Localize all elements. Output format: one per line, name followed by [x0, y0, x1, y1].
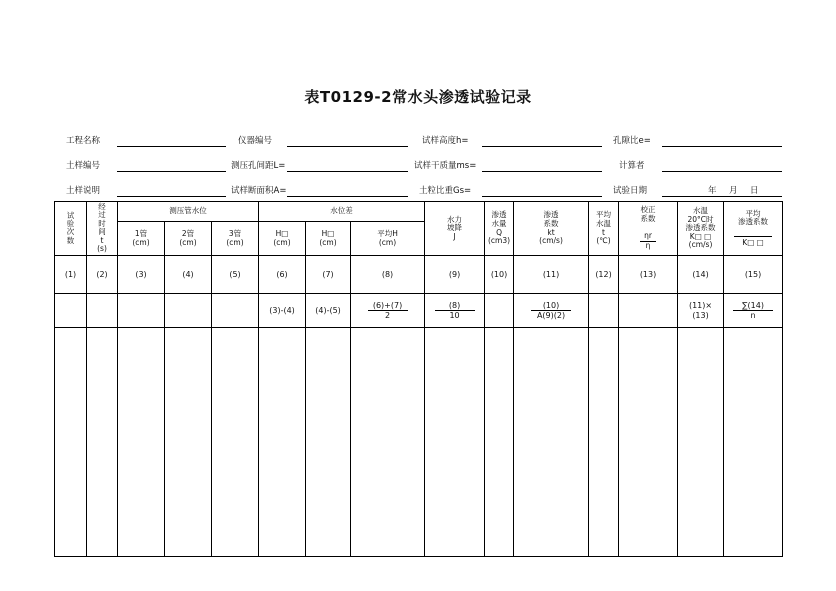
data-entry-cell[interactable]	[425, 328, 485, 557]
col-number: (9)	[425, 256, 485, 294]
header-trial-count: 试验次数	[55, 202, 87, 256]
soil-desc-field[interactable]	[117, 196, 226, 197]
col-number: (5)	[212, 256, 259, 294]
data-entry-cell[interactable]	[118, 328, 165, 557]
header-average-coefficient: 平均 渗透系数 K□ □	[724, 202, 783, 256]
test-date-label: 试验日期	[613, 186, 648, 196]
col-number: (15)	[724, 256, 783, 294]
col-number: (3)	[118, 256, 165, 294]
formula-col15: $\frac{\sum(14)}{n}$	[724, 294, 783, 328]
project-name-field[interactable]	[117, 146, 226, 147]
col-number: (6)	[259, 256, 306, 294]
formula-cell	[212, 294, 259, 328]
formula-col6: (3)-(4)	[259, 294, 306, 328]
data-entry-cell[interactable]	[212, 328, 259, 557]
header-level-diff-group: 水位差	[259, 202, 425, 222]
porosity-ratio-label: 孔隙比e=	[613, 136, 651, 146]
sample-height-label: 试样高度h=	[422, 136, 469, 146]
instrument-no-field[interactable]	[287, 146, 408, 147]
formula-cell	[619, 294, 678, 328]
page-title: 表T0129-2常水头渗透试验记录	[304, 88, 532, 106]
instrument-no-label: 仪器编号	[238, 136, 273, 146]
col-number: (8)	[351, 256, 425, 294]
dry-mass-label: 试样干质量ms=	[414, 161, 477, 171]
formula-col8: $\frac{(6)+(7)}{2}$	[351, 294, 425, 328]
data-entry-cell[interactable]	[589, 328, 619, 557]
col-number: (10)	[485, 256, 514, 294]
data-entry-cell[interactable]	[485, 328, 514, 557]
data-entry-cell[interactable]	[259, 328, 306, 557]
date-day: 日	[750, 186, 759, 196]
col-number: (12)	[589, 256, 619, 294]
data-entry-cell[interactable]	[306, 328, 351, 557]
specific-gravity-field[interactable]	[482, 196, 602, 197]
data-entry-cell[interactable]	[87, 328, 118, 557]
header-average-water-temp: 平均 水温 t (℃)	[589, 202, 619, 256]
eta-fraction: $\frac{\eta r}{\eta}$	[640, 232, 656, 250]
calculator-label: 计算者	[619, 161, 645, 171]
header-tube-2: 2管 (cm)	[165, 222, 212, 256]
data-entry-cell[interactable]	[678, 328, 724, 557]
soil-desc-label: 土样说明	[66, 186, 101, 196]
header-hydraulic-gradient: 水力 坡降 J	[425, 202, 485, 256]
col-number: (11)	[514, 256, 589, 294]
piezometer-spacing-label: 测压孔间距L=	[231, 161, 286, 171]
col-number: (4)	[165, 256, 212, 294]
header-correction-coefficient: 校正 系数 $\frac{\eta r}{\eta}$	[619, 202, 678, 256]
section-area-label: 试样断面积A=	[231, 186, 287, 196]
header-seepage-coefficient: 渗透 系数 kt (cm/s)	[514, 202, 589, 256]
piezometer-spacing-field[interactable]	[287, 171, 408, 172]
data-entry-cell[interactable]	[724, 328, 783, 557]
header-row-3	[0, 184, 836, 198]
formula-col11: $\frac{(10)}{A(9)(2)}$	[514, 294, 589, 328]
formula-cell	[485, 294, 514, 328]
header-h2: H□ (cm)	[306, 222, 351, 256]
header-average-h: 平均H (cm)	[351, 222, 425, 256]
header-coef-20c: 水温 20°C时 渗透系数 K□ □ (cm/s)	[678, 202, 724, 256]
header-row-2	[0, 159, 836, 173]
project-name-label: 工程名称	[66, 136, 101, 146]
header-tube-3: 3管 (cm)	[212, 222, 259, 256]
calculator-field[interactable]	[662, 171, 782, 172]
col-number: (13)	[619, 256, 678, 294]
formula-col14: (11)× (13)	[678, 294, 724, 328]
section-area-field[interactable]	[287, 196, 408, 197]
date-month: 月	[729, 186, 738, 196]
date-year: 年	[708, 186, 717, 196]
data-entry-cell[interactable]	[351, 328, 425, 557]
col-number: (1)	[55, 256, 87, 294]
data-entry-cell[interactable]	[619, 328, 678, 557]
col-number: (2)	[87, 256, 118, 294]
dry-mass-field[interactable]	[482, 171, 602, 172]
col-number: (14)	[678, 256, 724, 294]
soil-no-label: 土样编号	[66, 161, 101, 171]
formula-col9: $\frac{(8)}{10}$	[425, 294, 485, 328]
test-date-field[interactable]	[662, 196, 782, 197]
col-number: (7)	[306, 256, 351, 294]
data-entry-cell[interactable]	[55, 328, 87, 557]
header-seepage-quantity: 渗透 水量 Q (cm3)	[485, 202, 514, 256]
formula-col7: (4)-(5)	[306, 294, 351, 328]
header-tube-1: 1管 (cm)	[118, 222, 165, 256]
formula-cell	[55, 294, 87, 328]
soil-no-field[interactable]	[117, 171, 226, 172]
porosity-ratio-field[interactable]	[662, 146, 782, 147]
header-piezometer-group: 测压管水位	[118, 202, 259, 222]
formula-cell	[118, 294, 165, 328]
formula-cell	[589, 294, 619, 328]
formula-cell	[165, 294, 212, 328]
formula-cell	[87, 294, 118, 328]
header-elapsed-time: 经过时间 t (s)	[87, 202, 118, 256]
data-entry-cell[interactable]	[165, 328, 212, 557]
record-table	[54, 201, 783, 557]
header-h1: H□ (cm)	[259, 222, 306, 256]
data-entry-cell[interactable]	[514, 328, 589, 557]
specific-gravity-label: 土粒比重Gs=	[419, 186, 472, 196]
sample-height-field[interactable]	[482, 146, 602, 147]
header-row-1	[0, 134, 836, 148]
